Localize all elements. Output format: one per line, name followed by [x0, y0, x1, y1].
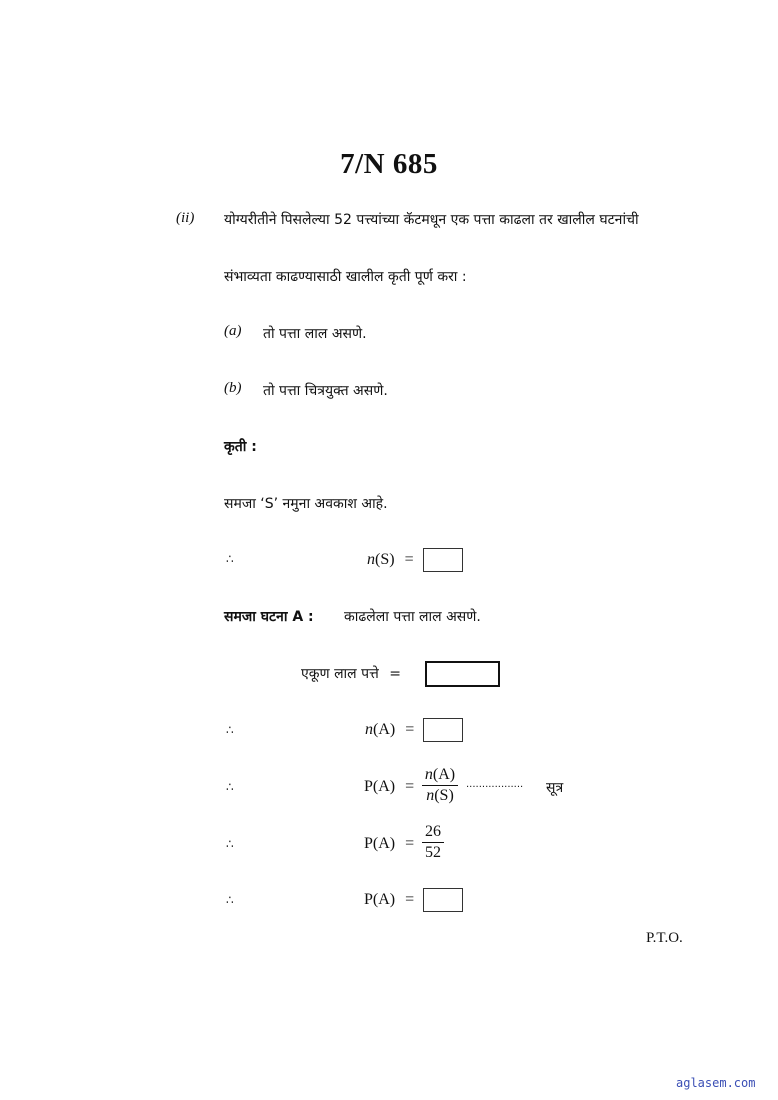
pa-formula-lhs: [364, 778, 414, 796]
fraction-numerator: 26: [425, 823, 441, 840]
fraction-bar: [422, 842, 444, 843]
site-watermark-link[interactable]: aglasem.com: [676, 1076, 756, 1090]
therefore-symbol: ∴: [226, 837, 234, 851]
sample-space-statement: समजा ‘S’ नमुना अवकाश आहे.: [224, 496, 388, 512]
pto-note: P.T.O.: [646, 930, 683, 946]
pa-value-fraction: [422, 823, 444, 862]
ns-expression: [367, 551, 414, 569]
question-number: (ii): [176, 210, 195, 226]
ns-arg: (S): [375, 551, 395, 568]
formula-note: सूत्र: [546, 780, 564, 796]
pa-formula-p: P(A): [364, 778, 396, 795]
ns-answer-box[interactable]: [423, 548, 463, 572]
therefore-symbol: ∴: [226, 723, 234, 737]
pa-final-lhs: [364, 891, 414, 909]
na-arg: (A): [373, 721, 396, 738]
pa-formula-fraction: [422, 766, 458, 805]
therefore-symbol: ∴: [226, 780, 234, 794]
fraction-denominator: n(S): [426, 787, 454, 804]
question-line-1: योग्यरीतीने पिसलेल्या 52 पत्त्यांच्या कॅटमधून एक पत्ता काढला तर खालील घटनांची: [224, 212, 639, 228]
item-b-label: (b): [224, 380, 242, 396]
total-red-label: [301, 664, 401, 683]
paper-code: 7/N 685: [340, 148, 438, 180]
na-n: n: [365, 721, 373, 738]
therefore-symbol: ∴: [226, 893, 234, 907]
total-red-equals: =: [389, 666, 401, 682]
fraction-denominator: 52: [425, 844, 441, 861]
ns-n: n: [367, 551, 375, 568]
item-b-text: तो पत्ता चित्रयुक्त असणे.: [263, 383, 388, 399]
na-equals: =: [405, 721, 415, 738]
na-expression: [365, 721, 414, 739]
pa-final-p: P(A): [364, 891, 396, 908]
pa-answer-box[interactable]: [423, 888, 463, 912]
pa-fraction-lhs: [364, 835, 414, 853]
pa-fraction-p: P(A): [364, 835, 396, 852]
item-a-label: (a): [224, 323, 242, 339]
fraction-bar: [422, 785, 458, 786]
activity-heading: कृती :: [224, 439, 257, 455]
total-red-answer-box[interactable]: [425, 661, 500, 687]
pa-formula-equals: =: [405, 778, 415, 795]
ns-equals: =: [404, 551, 414, 568]
pa-final-equals: =: [405, 891, 415, 908]
item-a-text: तो पत्ता लाल असणे.: [263, 326, 367, 342]
na-answer-box[interactable]: [423, 718, 463, 742]
pa-fraction-equals: =: [405, 835, 415, 852]
fraction-numerator: n(A): [424, 766, 456, 783]
event-a-label: समजा घटना A :: [224, 609, 314, 625]
formula-dots: ..................: [466, 779, 524, 790]
therefore-symbol: ∴: [226, 552, 234, 566]
total-red-text: एकूण लाल पत्ते: [301, 666, 379, 682]
question-line-2: संभाव्यता काढण्यासाठी खालील कृती पूर्ण करा :: [224, 269, 467, 285]
event-a-text: काढलेला पत्ता लाल असणे.: [344, 609, 481, 625]
